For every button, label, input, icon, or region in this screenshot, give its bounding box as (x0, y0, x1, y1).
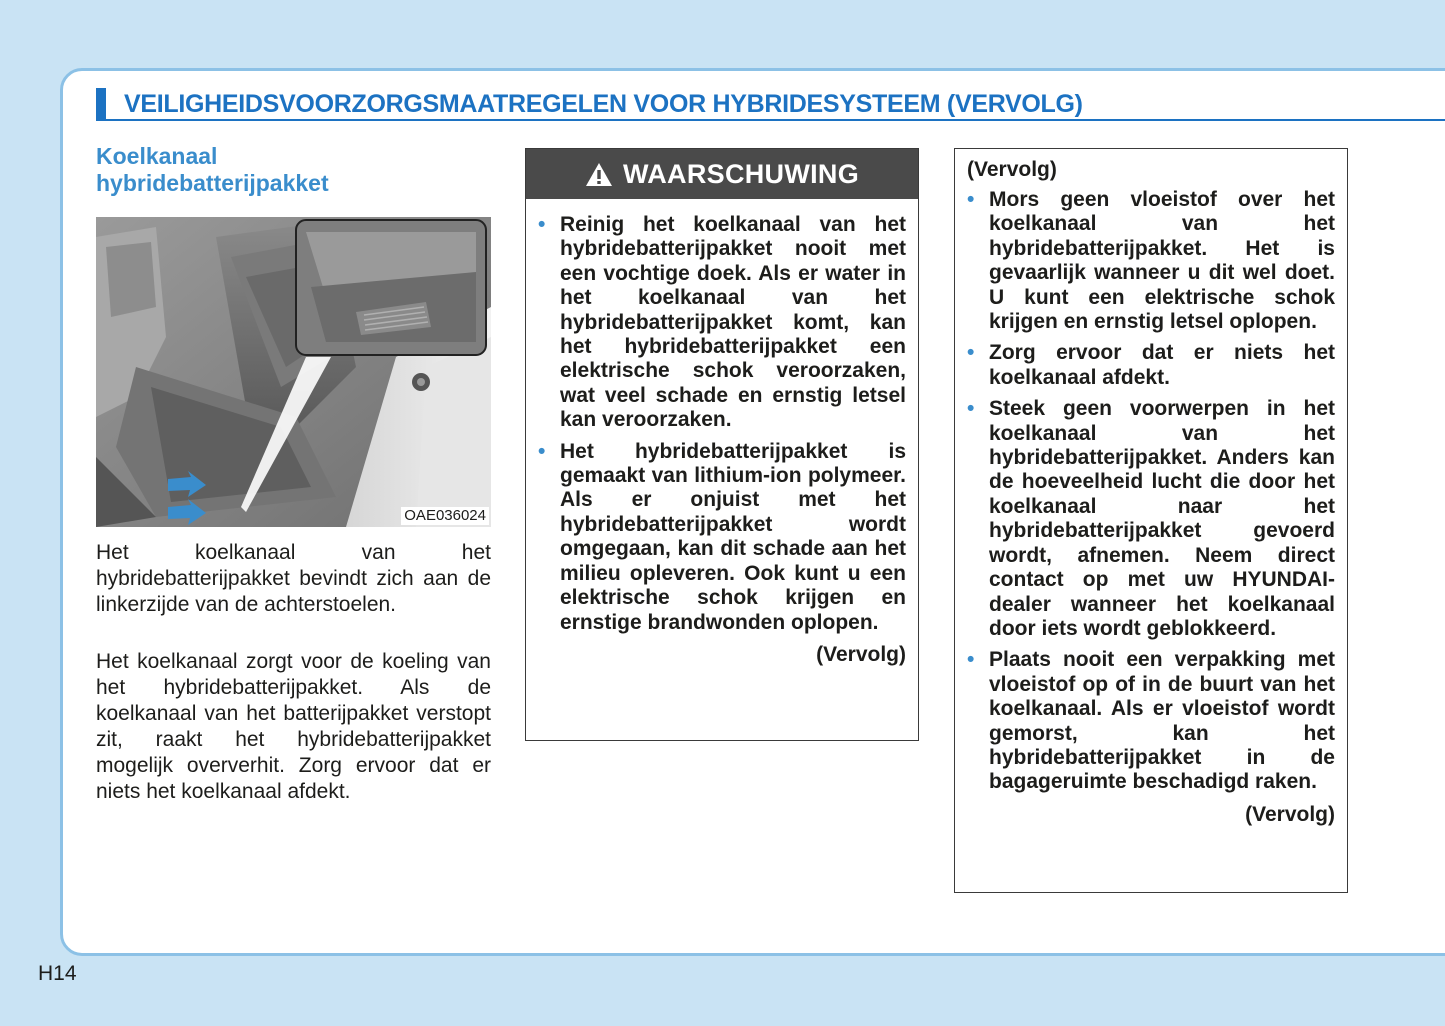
continued-text-1: Mors geen vloeistof over het koelkanaal van het hybridebatterijpakket. Het is gevaarlijk wanneer u dit wel doet. U kunt een elektrische schok krijgen en ernstig letsel oplopen. (989, 188, 1335, 334)
header-rule (96, 119, 1445, 121)
section-title (96, 143, 491, 197)
continued-list (955, 182, 1347, 795)
bullet-icon: • (538, 213, 546, 236)
continued-heading: (Vervolg) (967, 158, 1057, 181)
rear-seat-illustration (96, 217, 491, 527)
section-title-line2: hybridebatterijpakket (96, 170, 329, 196)
list-item (967, 341, 1335, 390)
figure-code: OAE036024 (401, 507, 489, 525)
section-title-line1: Koelkanaal (96, 143, 218, 169)
left-column (96, 143, 491, 803)
warning-continued: (Vervolg) (816, 642, 906, 666)
list-item (967, 188, 1335, 334)
page-header (96, 88, 1445, 122)
continued-footer: (Vervolg) (1245, 802, 1335, 826)
page-title: VEILIGHEIDSVOORZORGSMAATREGELEN VOOR HYBRIDESYSTEEM (VERVOLG) (124, 90, 1083, 118)
list-item (538, 440, 906, 635)
warning-heading: WAARSCHUWING (622, 158, 860, 189)
rear-seat-drawing (96, 217, 491, 527)
continued-warning-box (954, 148, 1348, 893)
list-item (967, 397, 1335, 641)
warning-list (526, 199, 918, 635)
list-item (967, 648, 1335, 794)
list-item (538, 213, 906, 433)
continued-text-4: Plaats nooit een verpakking met vloeistof op of in de buurt van het koelkanaal. Als er vloeistof wordt gemorst, kan het hybridebatterijpakket in de bagageruimte beschadigd raken. (989, 648, 1335, 794)
bullet-icon: • (967, 188, 975, 211)
bullet-icon: • (967, 397, 975, 421)
paragraph-1: Het koelkanaal van het hybridebatterijpakket bevindt zich aan de linkerzijde van de achterstoelen. (96, 541, 491, 616)
warning-header (526, 149, 918, 199)
warning-text-2: Het hybridebatterijpakket is gemaakt van lithium-ion polymeer. Als er onjuist met het hybridebatterijpakket wordt omgegaan, kan dit schade aan het milieu opleveren. Ook kunt u een elektrische schok krijgen en ernstige brandwonden oplopen. (560, 439, 906, 634)
bullet-icon: • (967, 648, 975, 672)
warning-triangle-icon (585, 162, 613, 187)
continued-text-3: Steek geen voorwerpen in het koelkanaal van het hybridebatterijpakket. Anders kan de hoeveelheid lucht die door het koelkanaal naar het hybridebatterijpakket gevoerd wordt, afnemen. Neem direct contact op met uw HYUNDAI-dealer wanneer het koelkanaal door iets wordt geblokkeerd. (989, 397, 1335, 640)
continued-text-2: Zorg ervoor dat er niets het koelkanaal afdekt. (989, 341, 1335, 389)
page-number: H14 (38, 962, 77, 985)
warning-box (525, 148, 919, 741)
bullet-icon: • (967, 341, 975, 365)
paragraph-2: Het koelkanaal zorgt voor de koeling van het hybridebatterijpakket. Als de koelkanaal van het batterijpakket verstopt zit, raakt het hybridebatterijpakket mogelijk oververhit. Zorg ervoor dat er niets het koelkanaal afdekt. (96, 650, 491, 803)
bullet-icon: • (538, 439, 546, 463)
header-accent-bar (96, 88, 106, 120)
warning-text-1: Reinig het koelkanaal van het hybridebatterijpakket nooit met een vochtige doek. Als er water in het koelkanaal van het hybridebatterijpakket komt, kan het hybridebatterijpakket een elektrische schok veroorzaken, wat veel schade en ernstig letsel kan veroorzaken. (560, 213, 906, 432)
